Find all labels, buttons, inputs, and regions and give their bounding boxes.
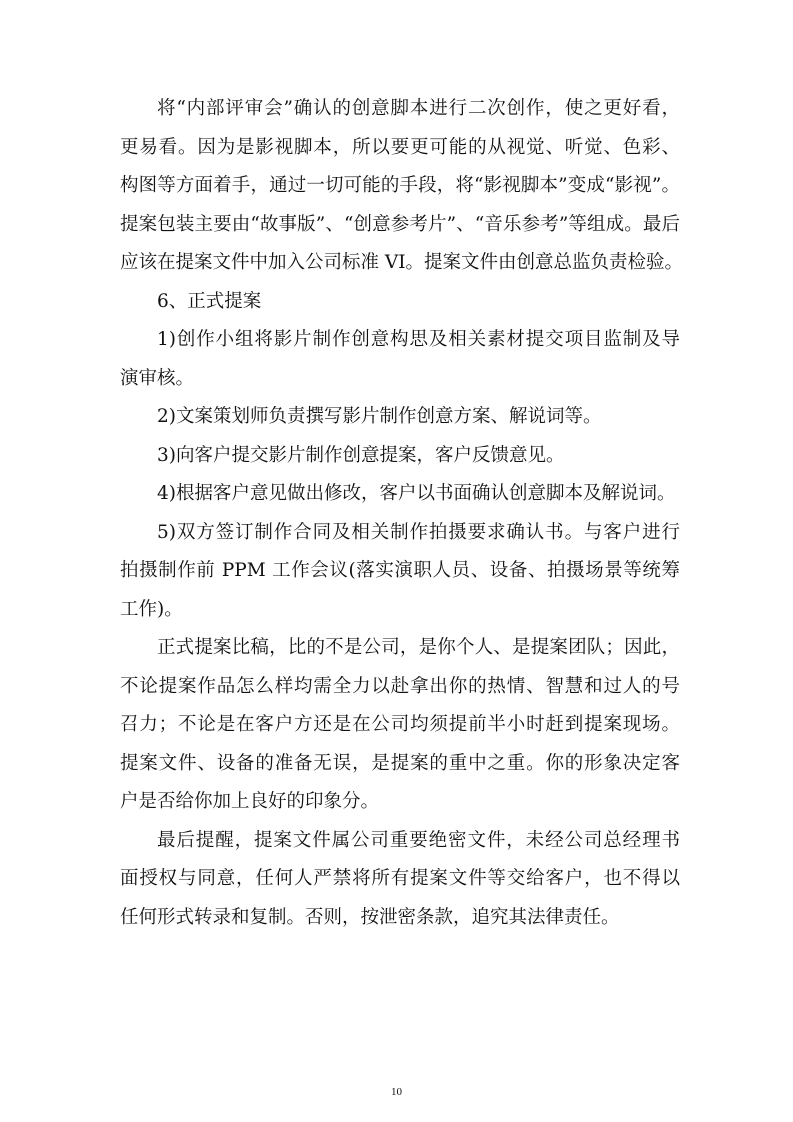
text-line: 应该在提案文件中加入公司标准 VI。提案文件由创意总监负责检验。	[120, 252, 684, 273]
text-line: 面授权与同意，任何人严禁将所有提案文件等交给客户，也不得以	[120, 868, 680, 889]
text-line: 提案文件、设备的准备无误，是提案的重中之重。你的形象决定客	[120, 752, 680, 774]
text-line: 5)双方签订制作合同及相关制作拍摄要求确认书。与客户进行	[157, 521, 680, 543]
text-line: 户是否给你加上良好的印象分。	[120, 791, 380, 812]
text-line: 6、正式提案	[157, 290, 262, 312]
text-line: 演审核。	[120, 367, 195, 389]
text-line: 召力；不论是在客户方还是在公司均须提前半小时赶到提案现场。	[120, 714, 680, 735]
text-line: 任何形式转录和复制。否则，按泄密条款，追究其法律责任。	[120, 906, 620, 928]
text-line: 工作)。	[120, 598, 183, 620]
text-line: 最后提醒，提案文件属公司重要绝密文件，未经公司总经理书	[157, 829, 680, 851]
text-line: 不论提案作品怎么样均需全力以赴拿出你的热情、智慧和过人的号	[120, 675, 680, 697]
page-number: 10	[391, 1086, 402, 1098]
text-line: 2)文案策划师负责撰写影片制作创意方案、解说词等。	[157, 406, 602, 427]
text-line: 更易看。因为是影视脚本，所以要更可能的从视觉、听觉、色彩、	[120, 136, 680, 158]
text-line: 构图等方面着手，通过一切可能的手段，将“影视脚本”变成“影视”。	[120, 175, 680, 196]
text-line: 正式提案比稿，比的不是公司，是你个人、是提案团队；因此，	[157, 637, 680, 658]
text-line: 4)根据客户意见做出修改，客户以书面确认创意脚本及解说词。	[157, 483, 676, 504]
text-line: 拍摄制作前 PPM 工作会议(落实演职人员、设备、拍摄场景等统筹	[120, 560, 680, 581]
text-line: 提案包装主要由“故事版”、“创意参考片”、“音乐参考”等组成。最后	[120, 213, 680, 235]
text-line: 将“内部评审会”确认的创意脚本进行二次创作，使之更好看，	[157, 98, 680, 119]
text-line: 1)创作小组将影片制作创意构思及相关素材提交项目监制及导	[157, 329, 680, 350]
text-line: 3)向客户提交影片制作创意提案，客户反馈意见。	[157, 444, 565, 466]
body-text	[120, 90, 684, 937]
